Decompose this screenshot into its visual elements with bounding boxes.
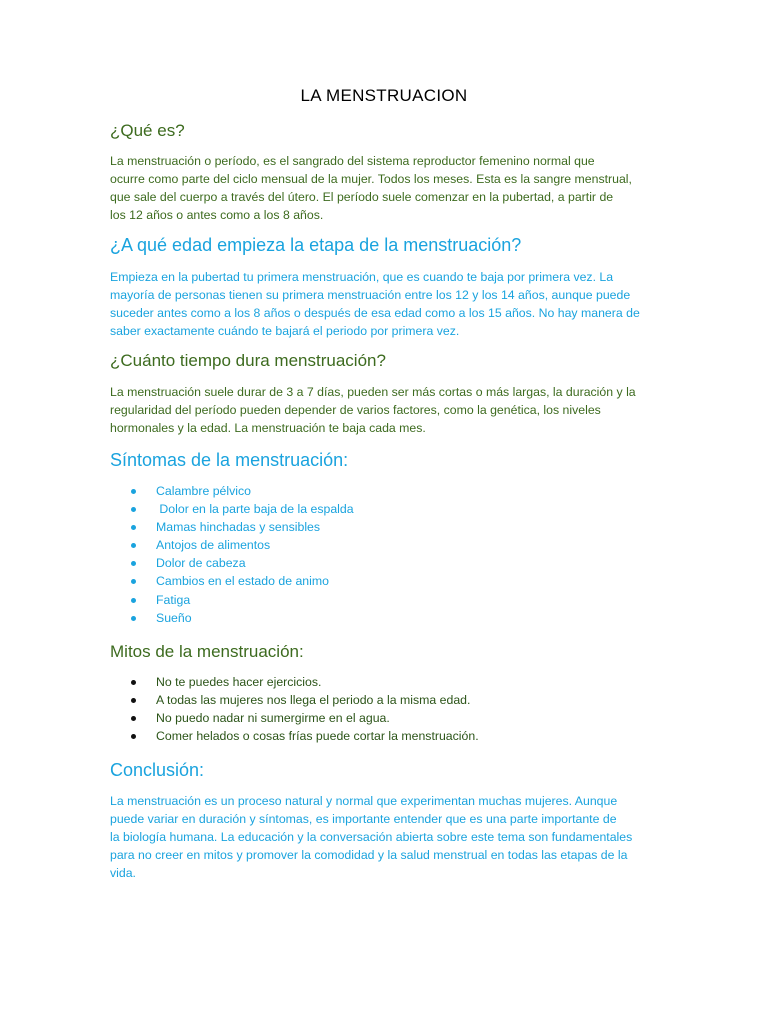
heading-edad: ¿A qué edad empieza la etapa de la menstruación? [110, 235, 522, 255]
list-item-text: No te puedes hacer ejercicios. [156, 675, 322, 689]
paragraph-line: Empieza en la pubertad tu primera menstruación, que es cuando te baja por primera vez. La [110, 270, 614, 284]
list-item-text: Mamas hinchadas y sensibles [156, 520, 321, 535]
paragraph-edad [110, 268, 670, 340]
list-item [0, 591, 354, 609]
paragraph-que-es [110, 152, 670, 224]
heading-duracion: ¿Cuánto tiempo dura menstruación? [110, 351, 386, 370]
paragraph-line: para no creer en mitos y promover la comodidad y la salud menstrual en todas las etapas de la [110, 848, 628, 862]
myths-list [0, 673, 479, 745]
paragraph-conclusion [110, 792, 670, 882]
paragraph-duracion [110, 383, 670, 437]
list-item [0, 673, 479, 691]
list-item [0, 709, 479, 727]
bullet-icon [131, 525, 136, 530]
bullet-icon [131, 507, 136, 512]
list-item [0, 500, 354, 518]
list-item-text: A todas las mujeres nos llega el periodo a la misma edad. [156, 693, 471, 708]
list-item [0, 518, 354, 536]
paragraph-line: la biología humana. La educación y la conversación abierta sobre este tema son fundamentales [110, 830, 633, 844]
bullet-icon [131, 543, 136, 548]
list-item-text: No puedo nadar ni sumergirme en el agua. [156, 711, 390, 726]
paragraph-line: puede variar en duración y síntomas, es importante entender que es una parte importante de [110, 812, 617, 826]
bullet-icon [131, 598, 136, 603]
list-item [0, 609, 354, 627]
bullet-icon [131, 489, 136, 494]
bullet-icon [131, 616, 136, 621]
bullet-icon [131, 698, 136, 703]
heading-mitos: Mitos de la menstruación: [110, 642, 304, 661]
heading-que-es: ¿Qué es? [110, 121, 185, 140]
list-item-text: Fatiga [156, 592, 191, 607]
bullet-icon [131, 561, 136, 566]
bullet-icon [131, 680, 136, 685]
paragraph-line: ocurre como parte del ciclo mensual de la mujer. Todos los meses. Esta es la sangre menstrual, [110, 172, 632, 186]
paragraph-line: regularidad del período pueden depender de varios factores, como la genética, los niveles [110, 403, 601, 417]
list-item [0, 572, 354, 590]
paragraph-line: que sale del cuerpo a través del útero. El período suele comenzar en la pubertad, a partir de [110, 190, 614, 204]
paragraph-line: suceder antes como a los 8 años o después de esa edad como a los 15 años. No hay manera de [110, 306, 640, 320]
paragraph-line: los 12 años o antes como a los 8 años. [110, 208, 324, 222]
list-item-text: Sueño [156, 610, 192, 625]
heading-conclusion: Conclusión: [110, 760, 205, 780]
paragraph-line: saber exactamente cuándo te bajará el periodo por primera vez. [110, 324, 460, 338]
list-item [0, 482, 354, 500]
list-item-text: Dolor de cabeza [156, 556, 246, 571]
list-item-text: Comer helados o cosas frías puede cortar la menstruación. [156, 729, 479, 744]
list-item-text: Calambre pélvico [156, 484, 252, 498]
list-item [0, 554, 354, 572]
bullet-icon [131, 734, 136, 739]
paragraph-line: hormonales y la edad. La menstruación te baja cada mes. [110, 421, 426, 435]
page-title: LA MENSTRUACION [300, 86, 468, 105]
bullet-icon [131, 579, 136, 584]
paragraph-line: La menstruación o período, es el sangrado del sistema reproductor femenino normal que [110, 154, 595, 168]
heading-sintomas: Síntomas de la menstruación: [110, 450, 349, 470]
paragraph-line: vida. [110, 866, 136, 880]
list-item-text: Antojos de alimentos [156, 538, 271, 553]
list-item-text: Cambios en el estado de animo [156, 574, 329, 589]
paragraph-line: mayoría de personas tienen su primera menstruación entre los 12 y los 14 años, aunque puede [110, 288, 631, 302]
list-item [0, 727, 479, 745]
list-item [0, 536, 354, 554]
list-item-text: Dolor en la parte baja de la espalda [156, 502, 354, 517]
list-item [0, 691, 479, 709]
paragraph-line: La menstruación es un proceso natural y normal que experimentan muchas mujeres. Aunque [110, 794, 618, 808]
paragraph-line: La menstruación suele durar de 3 a 7 días, pueden ser más cortas o más largas, la duración y la [110, 385, 636, 399]
symptoms-list [0, 482, 354, 627]
bullet-icon [131, 716, 136, 721]
